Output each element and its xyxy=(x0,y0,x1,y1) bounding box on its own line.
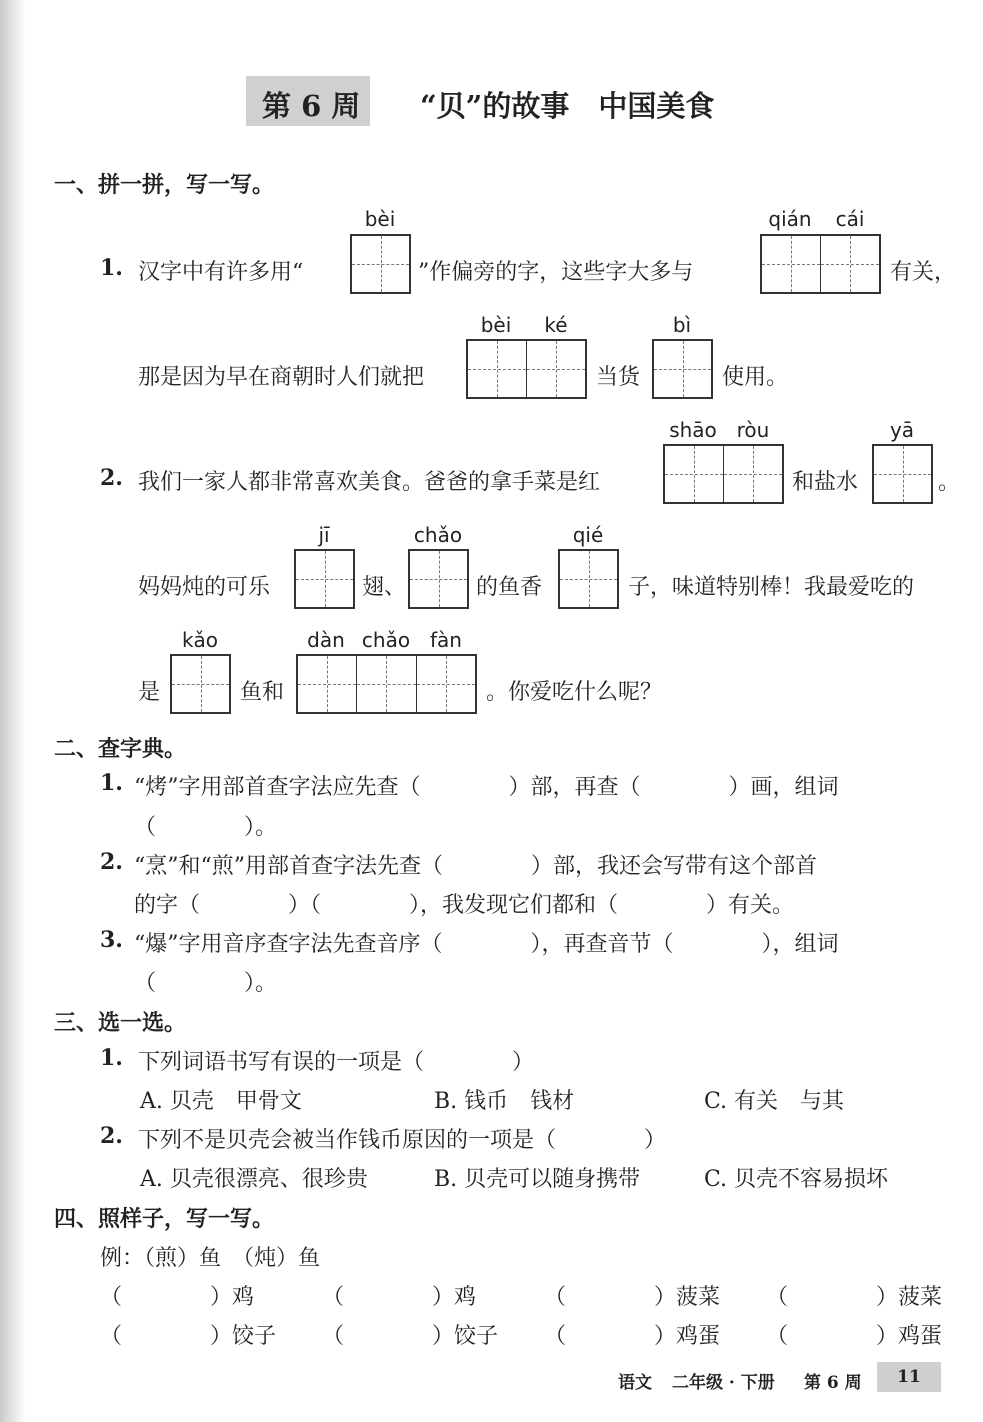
s3-q1-option-c[interactable]: C. 有关 与其 xyxy=(704,1089,845,1114)
writing-box-bei[interactable] xyxy=(350,234,411,294)
s3-q1-option-a[interactable]: A. 贝壳 甲骨文 xyxy=(140,1089,302,1114)
pinyin-kao: kǎo xyxy=(181,628,219,652)
s1-q2-text-f: 的鱼香 xyxy=(476,575,543,600)
s3-q1-text: 下列词语书写有误的一项是（ ） xyxy=(138,1050,535,1075)
section3-heading: 三、选一选。 xyxy=(54,1010,187,1036)
writing-box-kao[interactable] xyxy=(170,654,231,714)
s1-q1-number: 1. xyxy=(100,255,123,281)
s1-q2-text-d: 妈妈炖的可乐 xyxy=(138,575,271,600)
writing-box-beike[interactable] xyxy=(466,339,587,399)
page-shadow xyxy=(0,0,26,1422)
pinyin-ke: ké xyxy=(544,313,568,337)
s1-q2-text-i: 鱼和 xyxy=(240,680,285,705)
writing-box-ji[interactable] xyxy=(294,549,355,609)
s4-row2-item1[interactable]: （ ）饺子 xyxy=(100,1324,277,1349)
s1-q2-text-b: 和盐水 xyxy=(792,470,859,495)
s2-q3-line1: “爆”字用音序查字法先查音序（ ），再查音节（ ），组词 xyxy=(134,932,839,957)
s3-q1-option-b[interactable]: B. 钱币 钱材 xyxy=(434,1089,575,1114)
page-number: 11 xyxy=(877,1362,941,1392)
section4-heading: 四、照样子，写一写。 xyxy=(54,1206,275,1232)
s4-row1-item4[interactable]: （ ）菠菜 xyxy=(766,1285,943,1310)
s2-q2-line1: “烹”和“煎”用部首查字法先查（ ）部，我还会写带有这个部首 xyxy=(134,854,817,879)
s1-q1-text-f: 使用。 xyxy=(722,365,789,390)
s3-q2-option-a[interactable]: A. 贝壳很漂亮、很珍贵 xyxy=(140,1167,368,1192)
footer-subject: 语文 xyxy=(618,1373,652,1393)
writing-box-danchaofan[interactable] xyxy=(296,654,477,714)
writing-box-ya[interactable] xyxy=(872,444,933,504)
s4-example: 例：（煎）鱼 （炖）鱼 xyxy=(100,1246,321,1271)
s4-row1-item3[interactable]: （ ）菠菜 xyxy=(544,1285,721,1310)
s3-q2-option-b[interactable]: B. 贝壳可以随身携带 xyxy=(434,1167,641,1192)
pinyin-bei: bèi xyxy=(364,207,396,231)
s1-q2-number: 2. xyxy=(100,465,123,491)
s1-q1-text-e: 当货 xyxy=(596,365,641,390)
footer-grade: 二年级 · 下册 xyxy=(672,1373,775,1393)
pinyin-ji: jī xyxy=(318,523,330,547)
s2-q3-number: 3. xyxy=(100,927,123,953)
s1-q2-text-e: 翅、 xyxy=(362,575,407,600)
s1-q2-text-c: 。 xyxy=(938,470,961,495)
writing-box-qiancai[interactable] xyxy=(760,234,881,294)
pinyin-qian: qián xyxy=(768,207,812,231)
writing-box-chao[interactable] xyxy=(408,549,469,609)
s1-q2-text-a: 我们一家人都非常喜欢美食。爸爸的拿手菜是红 xyxy=(138,470,601,495)
s3-q2-option-c[interactable]: C. 贝壳不容易损坏 xyxy=(704,1167,889,1192)
s1-q1-text-d: 那是因为早在商朝时人们就把 xyxy=(138,365,425,390)
s2-q3-line2: （ ）。 xyxy=(134,971,278,996)
writing-box-shaorou[interactable] xyxy=(663,444,784,504)
s1-q2-text-h: 是 xyxy=(138,680,161,705)
s1-q1-text-a: 汉字中有许多用“ xyxy=(138,260,304,285)
pinyin-bei2: bèi xyxy=(480,313,512,337)
pinyin-cai: cái xyxy=(835,207,865,231)
s4-row2-item2[interactable]: （ ）饺子 xyxy=(322,1324,499,1349)
writing-box-qie[interactable] xyxy=(558,549,619,609)
writing-box-bi[interactable] xyxy=(652,339,713,399)
page-title: “贝”的故事 中国美食 xyxy=(420,89,715,123)
s4-row2-item4[interactable]: （ ）鸡蛋 xyxy=(766,1324,943,1349)
s3-q2-text: 下列不是贝壳会被当作钱币原因的一项是（ ） xyxy=(138,1128,667,1153)
pinyin-bi: bì xyxy=(672,313,692,337)
section2-heading: 二、查字典。 xyxy=(54,736,187,762)
pinyin-ya: yā xyxy=(889,418,915,442)
s2-q2-number: 2. xyxy=(100,849,123,875)
s1-q1-text-c: 有关， xyxy=(890,260,957,285)
week-label: 第 6 周 xyxy=(262,89,361,123)
s2-q1-line1: “烤”字用部首查字法应先查（ ）部，再查（ ）画，组词 xyxy=(134,775,839,800)
pinyin-dan: dàn xyxy=(307,628,345,652)
pinyin-fan: fàn xyxy=(430,628,462,652)
s4-row1-item1[interactable]: （ ）鸡 xyxy=(100,1285,255,1310)
s4-row2-item3[interactable]: （ ）鸡蛋 xyxy=(544,1324,721,1349)
pinyin-shao: shāo xyxy=(669,418,717,442)
s1-q2-text-g: 子，味道特别棒！我最爱吃的 xyxy=(628,575,915,600)
section1-heading: 一、拼一拼，写一写。 xyxy=(54,172,275,198)
s2-q1-number: 1. xyxy=(100,770,123,796)
s4-row1-item2[interactable]: （ ）鸡 xyxy=(322,1285,477,1310)
footer-week: 第 6 周 xyxy=(804,1373,862,1393)
pinyin-chao: chǎo xyxy=(413,523,463,547)
pinyin-rou: ròu xyxy=(736,418,770,442)
pinyin-chao2: chǎo xyxy=(361,628,411,652)
s2-q2-line2: 的字（ ）（ ），我发现它们都和（ ）有关。 xyxy=(134,893,795,918)
s3-q1-number: 1. xyxy=(100,1045,123,1071)
s3-q2-number: 2. xyxy=(100,1123,123,1149)
s1-q2-text-j: 。你爱吃什么呢？ xyxy=(486,680,663,705)
pinyin-qie: qié xyxy=(572,523,604,547)
s1-q1-text-b: ”作偏旁的字，这些字大多与 xyxy=(418,260,694,285)
s2-q1-line2: （ ）。 xyxy=(134,815,278,840)
